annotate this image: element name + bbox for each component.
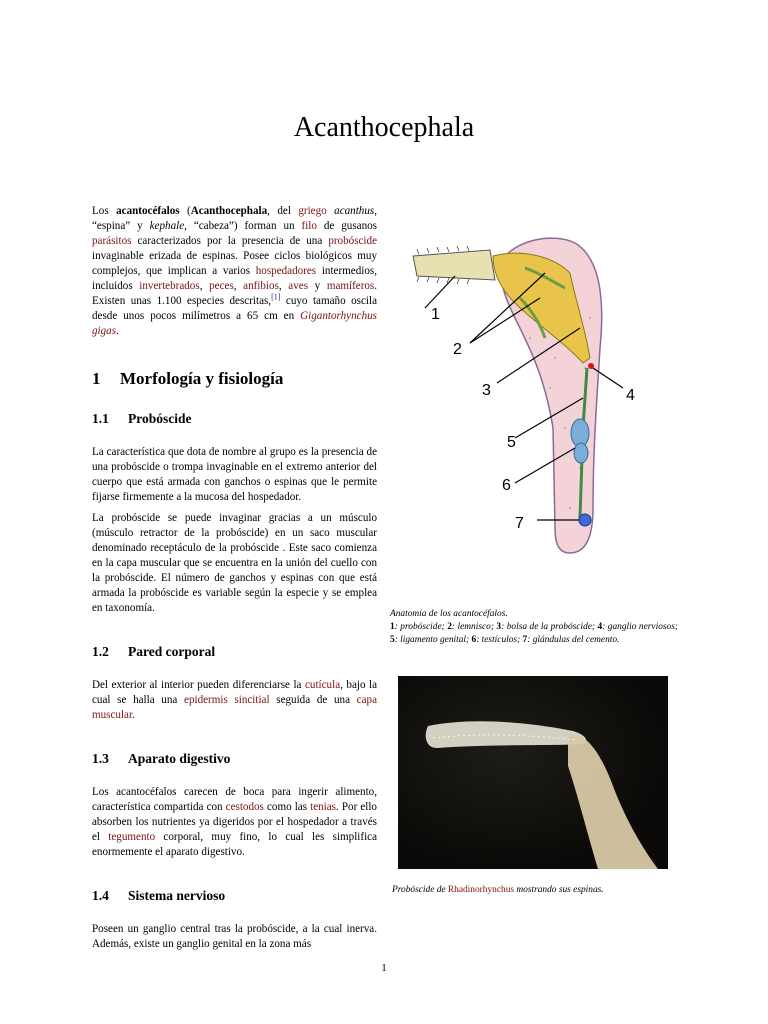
text: cuyo tamaño oscila desde unos pocos milímetros a 65 cm en — [92, 295, 377, 322]
paragraph: La probóscide se puede invaginar gracias a un músculo (músculo retractor de la probóscide) en un saco muscular denominado receptáculo de la probóscide . Este saco comienza en la capa muscular que se encuentra en la unión del cuello con la probóscide. El número de ganchos y espinas con que está armada la probóscide es variable según la especie y se emplea en taxonomía. — [92, 512, 377, 614]
link-cestodos[interactable]: cestodos — [225, 801, 264, 813]
link-hospedadores[interactable]: hospedadores — [255, 265, 317, 277]
label-4: 4 — [626, 387, 635, 404]
body-shape — [568, 735, 658, 869]
caption-title: Anatomía de los acantocéfalos. — [390, 609, 508, 619]
subsection-title: Probóscide — [128, 411, 192, 426]
link-peces[interactable]: peces — [209, 280, 234, 292]
testis — [574, 443, 588, 463]
caption-num: 3 — [496, 622, 502, 632]
link-epidermis[interactable]: epidermis sincitial — [184, 694, 270, 706]
text: . — [116, 325, 119, 337]
text: , — [278, 280, 289, 292]
link-filo[interactable]: filo — [301, 220, 317, 232]
link-parasitos[interactable]: parásitos — [92, 235, 132, 247]
bold-term: acantocéfalos — [116, 205, 180, 217]
paragraph: La característica que dota de nombre al grupo es la presencia de una probóscide o trompa invaginable en el extremo anterior del cuerpo que está armada con ganchos o espinas que le permite fijarse firmemente a la mucosa del hospedador. — [92, 446, 377, 503]
caption-text: : testículos; — [476, 635, 523, 645]
label-2: 2 — [453, 341, 462, 358]
link-proboscide[interactable]: probóscide — [328, 235, 377, 247]
text: Los acantocéfalos carecen de boca para ingerir alimento, característica compartida con — [92, 786, 377, 813]
photo-drawing — [398, 676, 668, 869]
italic-term: acanthus — [334, 205, 375, 217]
caption-num: 4 — [597, 622, 603, 632]
subsection-number: 1.2 — [92, 644, 109, 659]
intro-paragraph — [92, 204, 377, 339]
link-gigantorhynchus[interactable]: Gigantorhynchus gigas — [92, 310, 377, 337]
caption-num: 5 — [390, 635, 395, 645]
text: , — [233, 280, 244, 292]
link-tegumento[interactable]: tegumento — [108, 831, 156, 843]
caption-text: : probóscide; — [394, 622, 448, 632]
text: , bajo la cual se halla una — [92, 679, 378, 706]
text: , “espina” y — [92, 205, 377, 232]
link-rhadinorhynchus[interactable]: Rhadinorhynchus — [447, 885, 515, 895]
caption-num: 7 — [522, 635, 528, 645]
caption-text: : ligamento genital; — [394, 635, 472, 645]
link-invertebrados[interactable]: invertebrados — [139, 280, 200, 292]
paragraph: Poseen un ganglio central tras la probóscide, a la cual inerva. Además, existe un ganglio genital en la zona más — [92, 923, 377, 950]
text: Del exterior al interior pueden diferenciarse la — [92, 679, 305, 691]
link-mamiferos[interactable]: mamíferos — [326, 280, 375, 292]
subsection-title: Sistema nervioso — [128, 888, 226, 903]
italic-term: kephale — [149, 220, 185, 232]
link-capa-muscular[interactable]: capa muscular — [92, 694, 377, 721]
figure-caption — [390, 608, 678, 647]
subsection-heading — [92, 751, 377, 767]
text: , — [199, 280, 210, 292]
subsection-heading — [92, 411, 377, 427]
citation-link[interactable]: [1] — [271, 292, 281, 302]
text: , “cabeza”) forman un — [184, 220, 302, 232]
label-5: 5 — [507, 434, 516, 451]
text: Los — [92, 205, 117, 217]
text: caracterizados por la presencia de una — [131, 235, 329, 247]
link-aves[interactable]: aves — [288, 280, 309, 292]
link-cuticula[interactable]: cutícula — [305, 679, 341, 691]
subsection-number: 1.4 — [92, 888, 109, 903]
text: invaginable erizada de espinas. Posee ciclos biológicos muy complejos, que implican a varios — [92, 250, 377, 277]
text: . Existen unas 1.100 especies descritas, — [92, 280, 378, 307]
link-tenias[interactable]: tenias — [310, 801, 336, 813]
caption-text: : lemnisco; — [451, 622, 497, 632]
text: ( — [179, 205, 191, 217]
caption-text: : ganglio nerviosos; — [602, 622, 678, 632]
text: como las — [263, 801, 311, 813]
caption-text: mostrando sus espinas. — [514, 885, 604, 895]
section-heading — [92, 369, 377, 389]
rhadinorhynchus-photo — [398, 676, 668, 869]
subsection-title: Pared corporal — [128, 644, 216, 659]
text: . — [132, 709, 135, 721]
paragraph — [92, 785, 377, 860]
proboscis — [413, 250, 495, 280]
label-6: 6 — [502, 477, 511, 494]
proboscis-shape — [426, 721, 587, 748]
text: corporal, muy fino, lo cual les simplifica enormemente el aparato digestivo. — [92, 831, 378, 858]
link-griego[interactable]: griego — [298, 205, 327, 217]
label-1: 1 — [431, 306, 440, 323]
caption-items — [390, 621, 678, 647]
text: intermedios, incluidos — [92, 265, 377, 292]
caption-text: : glándulas del cemento. — [527, 635, 620, 645]
caption-text: Probóscide de — [392, 885, 448, 895]
cement-gland — [579, 514, 591, 526]
anatomy-diagram — [405, 228, 653, 558]
label-3: 3 — [482, 382, 491, 399]
section-number: 1 — [92, 369, 101, 388]
caption-num: 1 — [390, 622, 395, 632]
subsection-title: Aparato digestivo — [128, 751, 231, 766]
text: , del — [267, 205, 299, 217]
link-anfibios[interactable]: anfibios — [243, 280, 279, 292]
subsection-number: 1.3 — [92, 751, 109, 766]
label-7: 7 — [515, 515, 524, 532]
text: . Por ello absorben los nutrientes ya digeridos por el hospedador a través el — [92, 801, 377, 843]
text: y — [308, 280, 327, 292]
text: de gusanos — [316, 220, 377, 232]
subsection-number: 1.1 — [92, 411, 109, 426]
section-title: Morfología y fisiología — [120, 369, 284, 388]
paragraph — [92, 678, 377, 723]
photo-caption — [392, 884, 680, 897]
caption-num: 2 — [447, 622, 452, 632]
caption-text: : bolsa de la probóscide; — [501, 622, 598, 632]
page-title: Acanthocephala — [293, 112, 475, 143]
subsection-heading — [92, 888, 377, 904]
text: seguida de una — [269, 694, 357, 706]
bold-term: Acanthocephala — [190, 205, 268, 217]
left-column — [92, 204, 377, 958]
caption-num: 6 — [471, 635, 477, 645]
page-number: 1 — [381, 962, 387, 974]
subsection-heading — [92, 644, 377, 660]
